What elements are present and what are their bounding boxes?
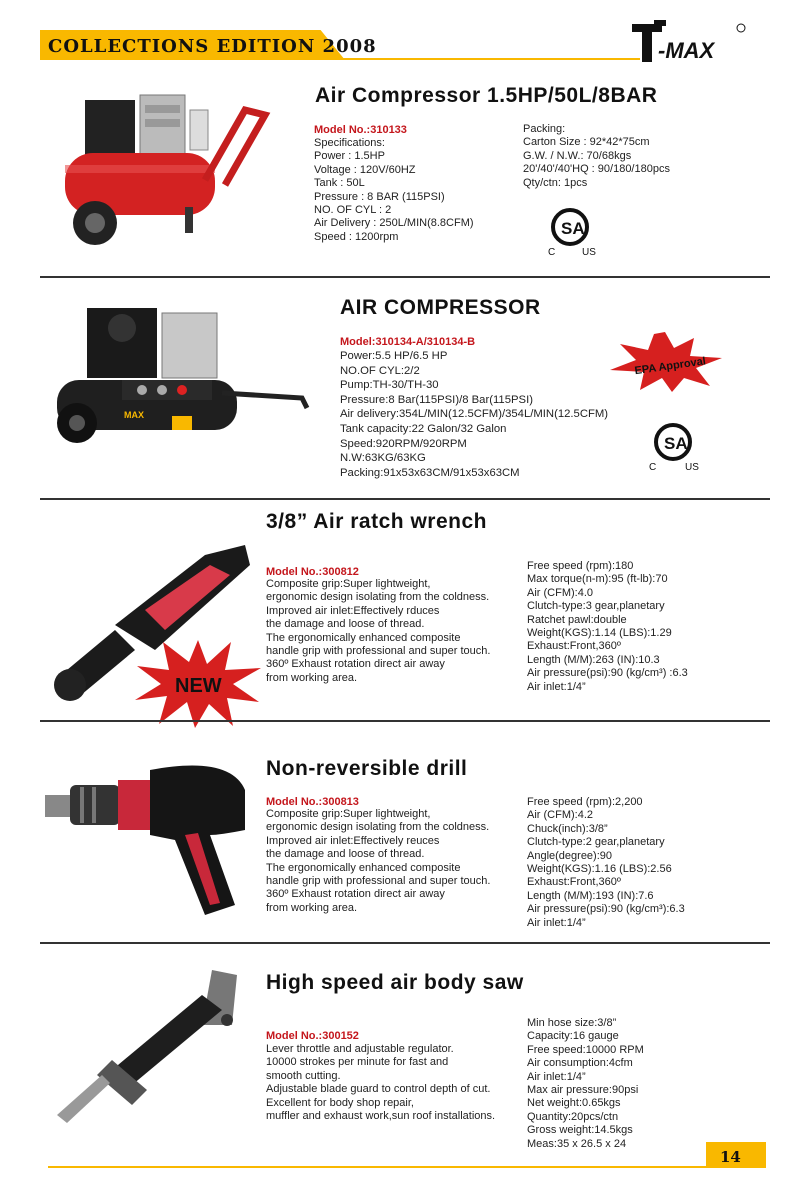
section-divider (40, 276, 770, 278)
body-saw-image (52, 965, 262, 1125)
epa-badge-text: EPA Approval (633, 355, 707, 378)
product-title: Air Compressor 1.5HP/50L/8BAR (315, 84, 658, 107)
spec-line: Free speed (rpm):2,200 (527, 796, 643, 808)
spec-line: Weight(KGS):1.14 (LBS):1.29 (527, 626, 672, 639)
description-line: Excellent for body shop repair, (266, 1096, 414, 1109)
spec-line: Air (CFM):4.0 (527, 586, 593, 599)
spec-line: Min hose size:3/8” (527, 1017, 617, 1029)
spec-line: NO. OF CYL : 2 (314, 203, 392, 216)
spec-line: Angle(degree):90 (527, 849, 613, 862)
brand-logo (628, 18, 748, 66)
description-line: smooth cutting. (266, 1069, 341, 1082)
spec-line: Net weight:0.65kgs (527, 1097, 621, 1110)
description-line: handle grip with professional and super touch. (266, 874, 491, 887)
description-line: Composite grip:Super lightweight, (266, 578, 431, 590)
spec-line: Quantity:20pcs/ctn (527, 1110, 619, 1123)
cert-c: C (548, 247, 556, 257)
spec-line: Speed : 1200rpm (314, 230, 399, 243)
spec-list (527, 796, 685, 930)
description-line: 10000 strokes per minute for fast and (266, 1056, 449, 1069)
spec-line: Air pressure(psi):90 (kg/cm³):6.3 (527, 903, 685, 916)
description-line: The ergonomically enhanced composite (266, 861, 461, 874)
packing-line: 20'/40'/40'HQ : 90/180/180pcs (523, 163, 670, 176)
spec-line: NO.OF CYL:2/2 (340, 364, 420, 377)
spec-line: Length (M/M):263 (IN):10.3 (527, 653, 660, 666)
section-divider (40, 942, 770, 944)
spec-line: Power:5.5 HP/6.5 HP (340, 350, 448, 362)
spec-line: Air consumption:4cfm (527, 1057, 633, 1070)
description-line: The ergonomically enhanced composite (266, 631, 461, 644)
model-number: Model:310134-A/310134-B (340, 336, 476, 348)
section-divider (40, 720, 770, 722)
product-title: High speed air body saw (266, 971, 524, 994)
spec-line: Packing:91x53x63CM/91x53x63CM (340, 466, 520, 479)
page-number: 14 (720, 1148, 741, 1166)
product-title: AIR COMPRESSOR (340, 296, 541, 319)
description-line: ergonomic design isolating from the coldness. (266, 821, 490, 834)
description-list (266, 1043, 495, 1123)
spec-line: Gross weight:14.5kgs (527, 1124, 633, 1137)
description-line: handle grip with professional and super touch. (266, 644, 491, 657)
model-number: Model No.:300813 (266, 796, 359, 808)
cert-letters: SA (664, 434, 688, 453)
header-rule (40, 58, 640, 60)
description-line: muffler and exhaust work,sun roof installations. (266, 1109, 496, 1122)
gas-air-compressor-image (52, 298, 312, 448)
description-line: the damage and loose of thread. (266, 618, 425, 631)
description-line: Improved air inlet:Effectively rduces (266, 604, 440, 617)
air-compressor-image (55, 85, 285, 255)
csa-cert-mark-icon (643, 420, 705, 472)
spec-list (527, 1017, 644, 1151)
spec-line: Chuck(inch):3/8” (527, 822, 608, 835)
spec-line: Tank capacity:22 Galon/32 Galon (340, 422, 507, 435)
cert-us: US (582, 247, 596, 257)
spec-line: N.W:63KG/63KG (340, 452, 426, 465)
spec-line: Pressure:8 Bar(115PSI)/8 Bar(115PSI) (340, 393, 533, 406)
packing-line: Qty/ctn: 1pcs (523, 176, 588, 189)
air-drill-image (40, 745, 260, 920)
epa-approval-badge (606, 330, 724, 394)
collection-title: COLLECTIONS EDITION 2008 (48, 36, 377, 57)
description-line: 360º Exhaust rotation direct air away (266, 658, 445, 671)
spec-line: Max air pressure:90psi (527, 1083, 639, 1096)
spec-line: Weight(KGS):1.16 (LBS):2.56 (527, 862, 672, 875)
description-line: Composite grip:Super lightweight, (266, 808, 431, 820)
spec-line: Air pressure(psi):90 (kg/cm³) :6.3 (527, 667, 688, 680)
cert-us: US (685, 462, 699, 472)
spec-line: Free speed:10000 RPM (527, 1043, 644, 1056)
description-line: ergonomic design isolating from the coldness. (266, 591, 490, 604)
spec-line: Air (CFM):4.2 (527, 809, 593, 822)
model-number: Model No.:300152 (266, 1030, 359, 1042)
spec-line: Meas:35 x 26.5 x 24 (527, 1137, 627, 1150)
description-line: Improved air inlet:Effectively reuces (266, 834, 440, 847)
spec-line: Exhaust:Front,360º (527, 640, 621, 653)
packing-line: G.W. / N.W.: 70/68kgs (523, 149, 632, 162)
spec-line: Air delivery:354L/MIN(12.5CFM)/354L/MIN(12.5CFM) (340, 408, 609, 421)
spec-line: Air inlet:1/4” (527, 680, 586, 693)
description-line: Lever throttle and adjustable regulator. (266, 1043, 454, 1055)
spec-line: Capacity:16 gauge (527, 1030, 619, 1043)
spec-line: Ratchet pawl:double (527, 613, 627, 626)
spec-line: Max torque(n-m):95 (ft-lb):70 (527, 573, 668, 586)
csa-cert-mark-icon (540, 205, 602, 257)
spec-line: Speed:920RPM/920RPM (340, 437, 467, 450)
description-line: from working area. (266, 671, 358, 684)
spec-line: Pressure : 8 BAR (115PSI) (314, 190, 445, 203)
spec-list (340, 349, 608, 480)
model-number: Model No.:300812 (266, 566, 359, 578)
svg-text:-MAX: -MAX (658, 38, 715, 63)
product-title: 3/8” Air ratch wrench (266, 510, 487, 533)
new-badge (133, 638, 263, 728)
image-brand-label: MAX (124, 410, 144, 420)
description-line: from working area. (266, 901, 358, 914)
spec-line: Air inlet:1/4” (527, 916, 586, 929)
spec-line: Free speed (rpm):180 (527, 560, 634, 572)
cert-letters: SA (561, 219, 585, 238)
cert-c: C (649, 462, 657, 472)
spec-line: Voltage : 120V/60HZ (314, 163, 416, 176)
spec-line: Clutch-type:2 gear,planetary (527, 836, 665, 849)
spec-line: Tank : 50L (314, 177, 365, 190)
spec-line: Exhaust:Front,360º (527, 876, 621, 889)
spec-line: Power : 1.5HP (314, 150, 385, 163)
packing-list (523, 123, 670, 190)
description-line: Adjustable blade guard to control depth of cut. (266, 1083, 491, 1096)
spec-line: Pump:TH-30/TH-30 (340, 379, 439, 392)
new-badge-text: NEW (175, 675, 222, 697)
product-title: Non-reversible drill (266, 757, 468, 780)
spec-line: Air Delivery : 250L/MIN(8.8CFM) (314, 217, 474, 230)
model-number: Model No.:310133 (314, 124, 407, 136)
spec-line: Specifications: (314, 137, 385, 149)
spec-line: Air inlet:1/4” (527, 1070, 586, 1083)
section-divider (40, 498, 770, 500)
spec-list (527, 560, 688, 694)
description-line: the damage and loose of thread. (266, 848, 425, 861)
packing-line: Packing: (523, 123, 566, 135)
packing-line: Carton Size : 92*42*75cm (523, 136, 650, 149)
spec-line: Length (M/M):193 (IN):7.6 (527, 889, 654, 902)
description-list (266, 578, 490, 685)
spec-list (314, 137, 474, 244)
description-list (266, 808, 490, 915)
footer-rule (48, 1166, 708, 1168)
description-line: 360º Exhaust rotation direct air away (266, 888, 445, 901)
spec-line: Clutch-type:3 gear,planetary (527, 600, 665, 613)
